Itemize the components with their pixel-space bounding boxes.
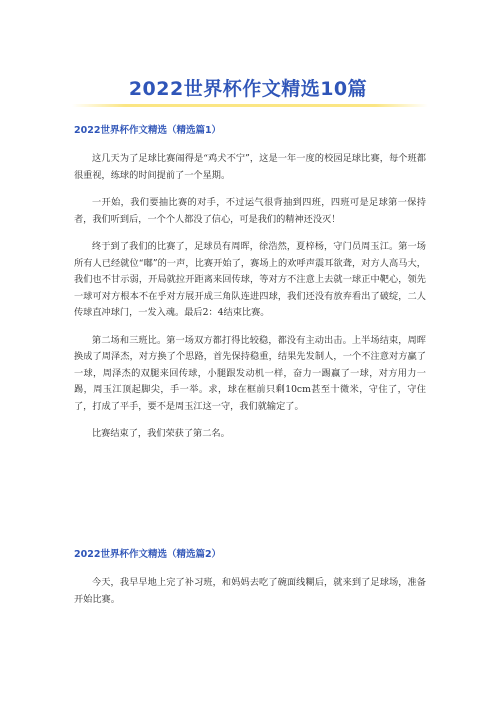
section-1-paragraph-5: 比赛结束了，我们荣获了第二名。 (92, 428, 230, 439)
title-highlight-rule (72, 104, 428, 107)
section-2 (74, 548, 426, 608)
section-1-paragraph-4: 第二场和三班比。第一场双方都打得比较稳，都没有主动出击。上半场结束，周晖换成了周泽杰，对方换了个思路，首先保持稳重，结果先发制人，一个不注意对方赢了一球，周泽杰的双腿来回传球，小腿跟发动机一样，奋力一踢赢了一球，对方用力一踢，周玉江顶起脚尖，手一举。求，球在框前只剩10cm甚至十微米，守住了，守住了，打成了平手，要不是周玉江这一守，我们就输定了。 (74, 334, 426, 412)
document-title: 2022世界杯作文精选10篇 (128, 78, 368, 100)
section-1-paragraph-1: 这几天为了足球比赛闹得是“鸡犬不宁”，这是一年一度的校园足球比赛，每个班都很重视，练球的时间提前了一个星期。 (74, 153, 426, 181)
section-1-paragraph-3: 终于到了我们的比赛了，足球员有周晖，徐浩然，夏梓杨，守门员周玉江。第一场所有人已经就位“嘟”的一声，比赛开始了，赛场上的欢呼声震耳欲聋，对方人高马大，我们也不甘示弱，开局就拉开距离来回传球，等对方不注意上去就一球正中靶心，领先一球可对方根本不在乎对方展开成三角队连进四球，我们还没有放弃看出了破绽，二人传球直冲球门，一发入魂。最后2：4结束比赛。 (74, 241, 426, 318)
section-1-paragraph-2: 一开始，我们要抽比赛的对手，不过运气很背抽到四班，四班可是足球第一保持者，我们听到后，一个个人都没了信心，可是我们的精神还没灭！ (74, 197, 426, 225)
section-1 (74, 124, 426, 443)
section-2-paragraph-1: 今天，我早早地上完了补习班，和妈妈去吃了碗面线糊后，就来到了足球场，准备开始比赛。 (74, 577, 426, 605)
section-2-heading: 2022世界杯作文精选（精选篇2） (74, 549, 222, 560)
section-1-heading: 2022世界杯作文精选（精选篇1） (74, 125, 222, 136)
